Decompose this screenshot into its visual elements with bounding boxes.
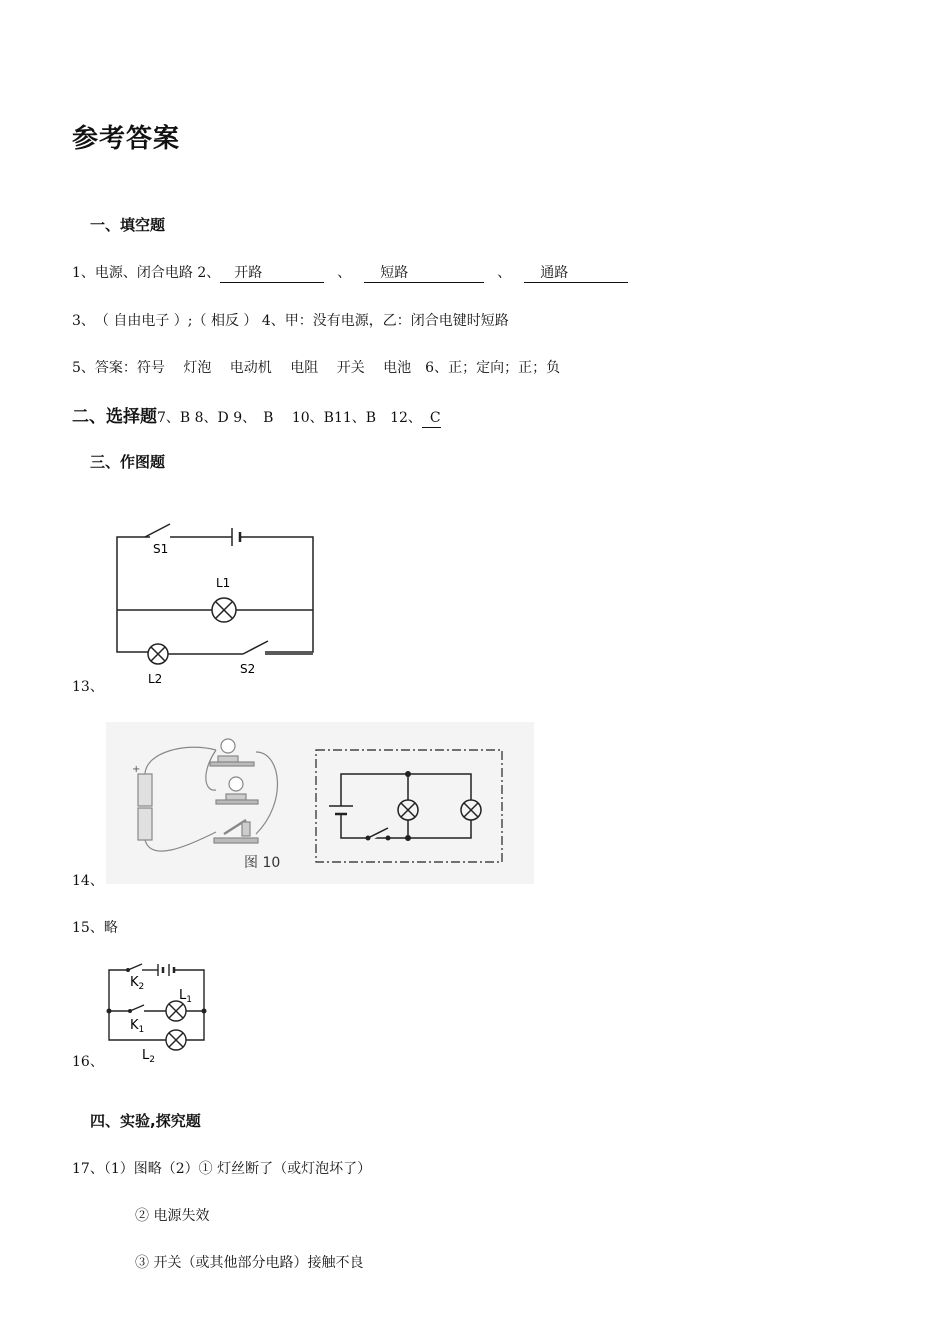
answer-open-circuit: 开路 xyxy=(220,265,324,283)
circuit-diagram-13 xyxy=(100,515,330,695)
circuit-wire xyxy=(117,537,150,652)
battery-cell-icon xyxy=(138,774,152,806)
label-l1: L1 xyxy=(216,576,231,590)
answer-closed-circuit: 通路 xyxy=(524,265,628,283)
label-k2: $K_2$ xyxy=(130,975,145,992)
switch-s2 xyxy=(243,641,268,654)
circuit-wire xyxy=(174,970,204,1040)
answer-line-3-4: 3、 （ 自由电子 ）;（ 相反 ） 4、甲：没有电源，乙：闭合电键时短路 xyxy=(72,313,509,329)
label-k1: $K_1$ xyxy=(130,1018,145,1035)
page-title: 参考答案 xyxy=(72,124,181,154)
label-s1: S1 xyxy=(153,542,169,556)
question-13-label: 13、 xyxy=(72,679,104,695)
circuit-diagram-16 xyxy=(100,958,216,1068)
choice-answers: 7、B 8、D 9、 B 10、B11、B 12、 xyxy=(157,410,422,426)
answer-short-circuit: 短路 xyxy=(364,265,484,283)
switch-k2 xyxy=(128,964,142,970)
label-l1: $L_1$ xyxy=(179,988,192,1005)
question-17-line-3: ③ 开关（或其他部分电路）接触不良 xyxy=(135,1255,364,1271)
answer-line-1-2 xyxy=(72,262,628,283)
bulb-icon xyxy=(221,739,235,753)
battery-cell-icon xyxy=(138,808,152,840)
circuit-figure-14 xyxy=(106,722,534,884)
question-17-line-1: 17、（1）图略（2）① 灯丝断了（或灯泡坏了） xyxy=(72,1161,372,1177)
figure-caption: 图 10 xyxy=(244,855,281,871)
switch-base-icon xyxy=(214,838,258,843)
choice-section-line xyxy=(72,402,441,428)
separator: 、 xyxy=(337,265,352,281)
answer-q1-text: 1、电源、闭合电路 2、 xyxy=(72,265,221,281)
switch-s1 xyxy=(145,524,170,537)
answer-line-5-6: 5、答案：符号 灯泡 电动机 电阻 开关 电池 6、正；定向；正；负 xyxy=(72,360,561,376)
section-drawing: 三、作图题 xyxy=(90,453,166,471)
label-s2: S2 xyxy=(240,662,256,676)
choice-answer-12: C xyxy=(422,410,441,428)
bulb-icon xyxy=(229,777,243,791)
plus-label: + xyxy=(132,764,141,775)
question-17-line-2: ② 电源失效 xyxy=(135,1208,210,1224)
question-15-answer: 15、略 xyxy=(72,920,118,936)
separator: 、 xyxy=(497,265,512,281)
section-fill-blank: 一、填空题 xyxy=(90,216,166,234)
circuit-wire xyxy=(240,537,313,652)
question-16-label: 16、 xyxy=(72,1054,104,1070)
section-experiment: 四、实验,探究题 xyxy=(90,1112,201,1130)
switch-k1 xyxy=(130,1005,144,1011)
question-14-label: 14、 xyxy=(72,873,104,889)
section-choice: 二、选择题 xyxy=(72,407,157,427)
label-l2: $L_2$ xyxy=(142,1048,155,1065)
label-l2: L2 xyxy=(148,672,163,686)
